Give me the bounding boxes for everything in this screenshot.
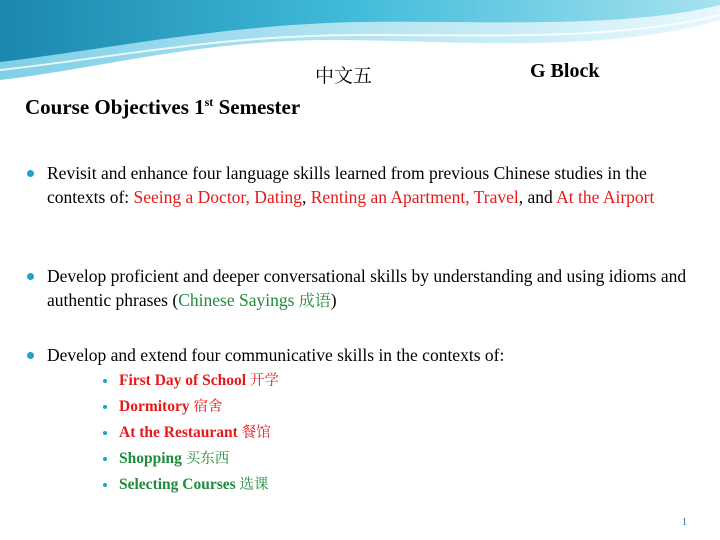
page-number: 1: [682, 517, 687, 528]
subitem-cn: 开学: [249, 373, 279, 389]
subitem-cn: 选课: [239, 477, 269, 493]
slide-title: [25, 95, 300, 120]
sub-bullet-icon: [103, 379, 107, 383]
bullet-text-close: ): [330, 290, 337, 310]
subitem-en: First Day of School: [119, 372, 250, 389]
block-label: G Block: [530, 60, 600, 82]
bullet-communicative-skills: [47, 343, 697, 367]
bullet-revisit-skills: [47, 161, 697, 209]
subitem-restaurant: [119, 423, 271, 443]
subitem-selecting-courses: [119, 475, 269, 495]
separator: ,: [301, 187, 311, 207]
title-tail: Semester: [213, 95, 301, 119]
subitem-en: Dormitory: [119, 398, 194, 415]
sub-bullet-icon: [103, 483, 107, 487]
subitem-cn: 买东西: [185, 451, 230, 467]
context-doctor-dating: Seeing a Doctor, Dating: [133, 187, 302, 207]
subitem-en: Shopping: [119, 450, 186, 467]
subitem-cn: 餐馆: [241, 425, 271, 441]
subitem-cn: 宿舍: [193, 399, 223, 415]
subitem-dormitory: [119, 397, 222, 417]
context-apartment-travel: Renting an Apartment, Travel: [310, 187, 519, 207]
subitem-first-day-of-school: [119, 371, 279, 391]
bullet-text: Develop and extend four communicative skills in the contexts of:: [47, 345, 505, 365]
subitem-en: At the Restaurant: [119, 424, 242, 441]
sub-bullet-icon: [103, 405, 107, 409]
subitem-en: Selecting Courses: [119, 476, 240, 493]
bullet-dot-icon: [27, 170, 34, 177]
subitem-shopping: [119, 449, 229, 469]
bullet-dot-icon: [27, 273, 34, 280]
title-main: Course Objectives 1: [25, 95, 205, 119]
bullet-text: Develop proficient and deeper conversational skills by understanding and using idioms and authentic phrases (: [47, 266, 687, 310]
bullet-text: Revisit and enhance four language skills learned from previous Chinese studies in the contexts of:: [47, 163, 647, 207]
separator: , and: [518, 187, 557, 207]
chinese-sayings-label: Chinese Sayings: [178, 290, 299, 310]
title-superscript: st: [204, 95, 214, 109]
sub-bullet-icon: [103, 431, 107, 435]
bullet-dot-icon: [27, 352, 34, 359]
context-airport: At the Airport: [556, 187, 655, 207]
sub-bullet-icon: [103, 457, 107, 461]
chinese-sayings-cn: 成语: [298, 291, 331, 310]
bullet-conversational-skills: [47, 264, 697, 313]
chinese-course-title: 中文五: [315, 65, 373, 87]
